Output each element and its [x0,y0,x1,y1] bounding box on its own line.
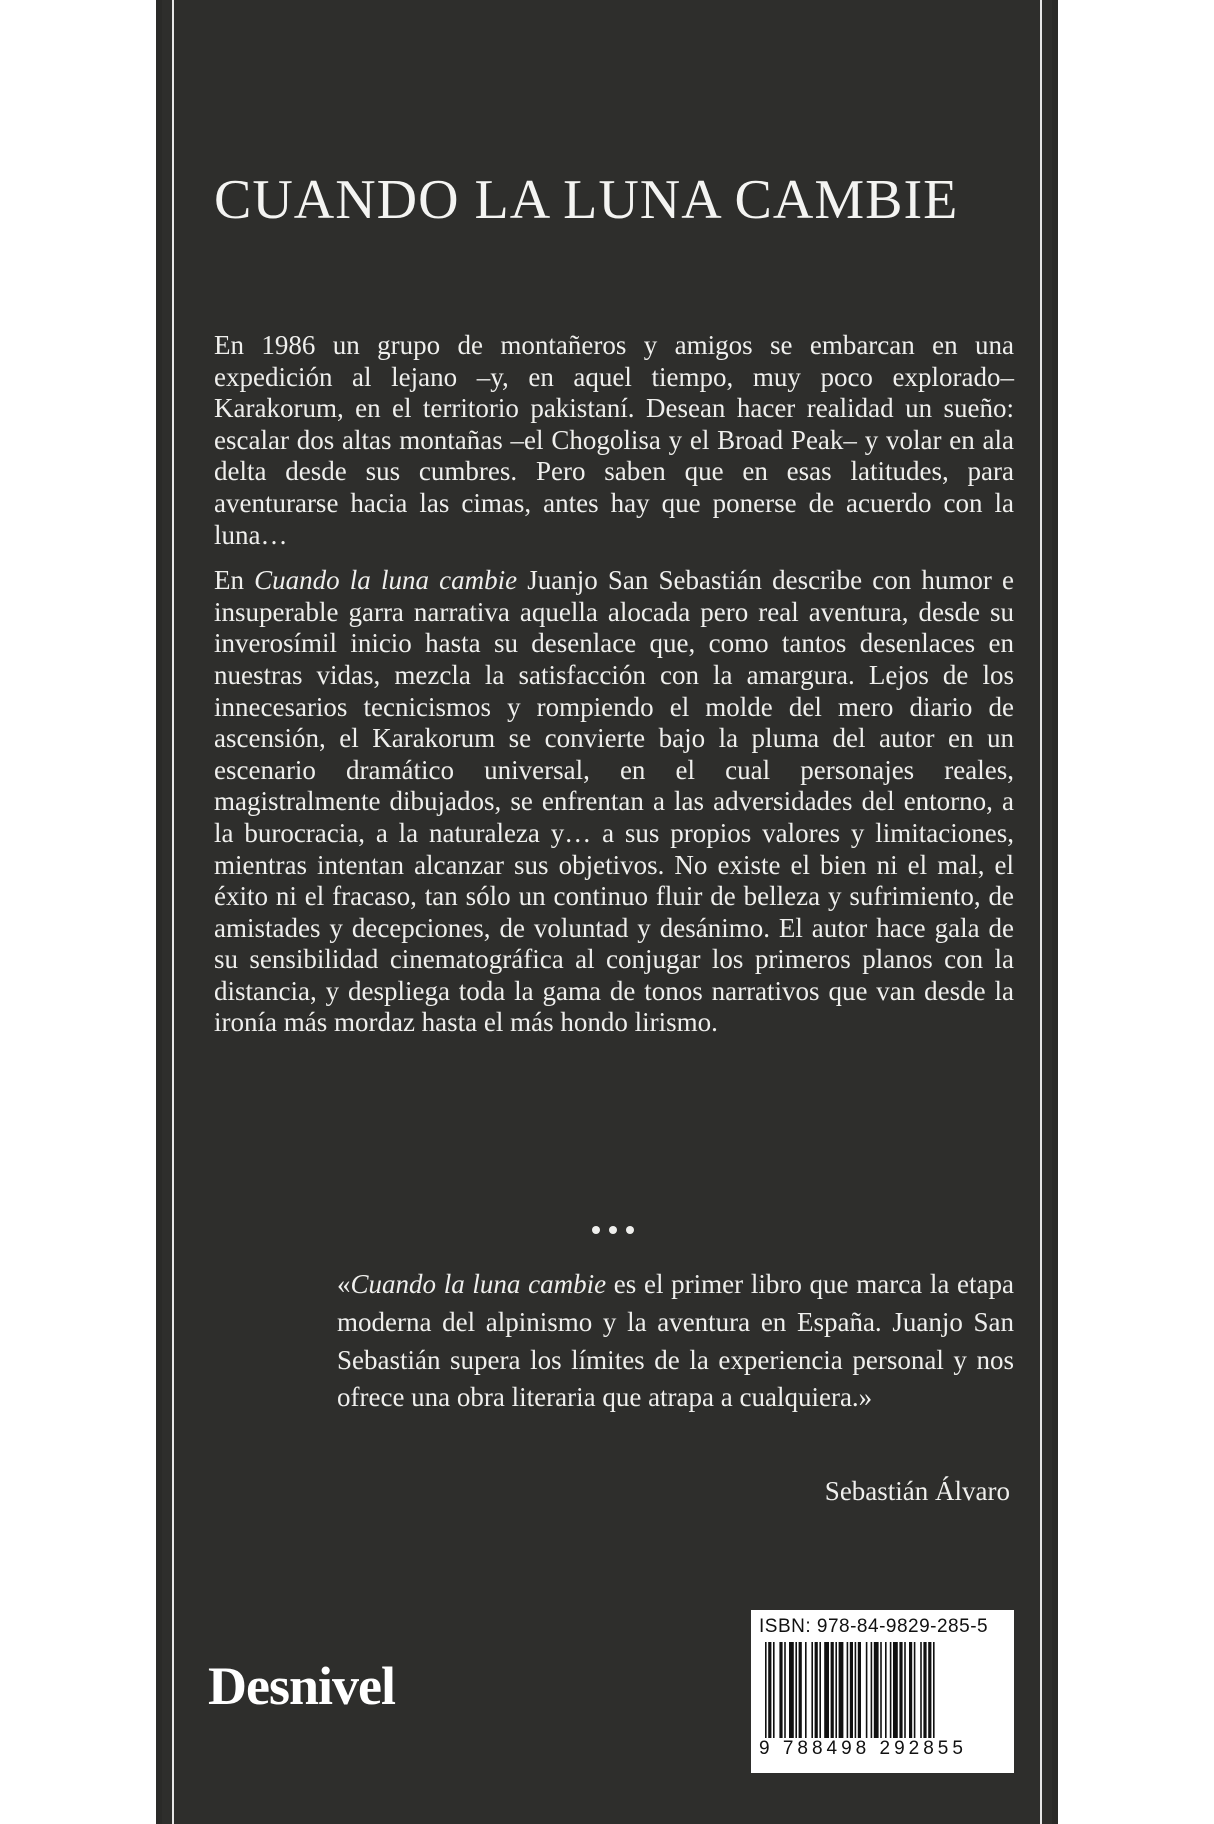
barcode-bar [874,1642,879,1738]
barcode-bar [923,1642,926,1738]
barcode-bar [824,1642,829,1738]
paragraph-2-rest: Juanjo San Sebastián describe con humor e insuperable garra narrativa aquella alocada pero real aventura, desde su inverosímil inicio hasta su desenlace que, como tantos desenlaces en nuestras vidas, mezcla la satisfacción con la amargura. Lejos de los innecesarios tecnicismos y rompiendo el molde del mero diario de ascensión, el Karakorum se convierte bajo la pluma del autor en un escenario dramático universal, en el cual personajes reales, magistralmente dibujados, se enfrentan a las adversidades del entorno, a la burocracia, a la naturaleza y… a sus propios valores y limitaciones, mientras intentan alcanzar sus objetivos. No existe el bien ni el mal, el éxito ni el fracaso, tan sólo un continuo fluir de belleza y sufrimiento, de amistades y decepciones, de voluntad y desánimo. El autor hace gala de su sensibilidad cinematográfica al conjugar los primeros planos con la distancia, y despliega toda la gama de tonos narrativos que van desde la ironía más mordaz hasta el más hondo lirismo. [214,565,1014,1038]
barcode-icon [759,1642,1006,1738]
ean-digits: 9 788498 292855 [759,1738,967,1759]
barcode-bar [914,1642,916,1738]
quote-book-title: Cuando la luna cambie [350,1269,607,1299]
barcode-bar [928,1642,931,1738]
barcode-bar [805,1642,807,1738]
quote-rest: es el primer libro que marca la etapa moderna del alpinismo y la aventura en España. Juanjo San Sebastián supera los límites de la experiencia personal y nos ofrece una obra literaria que atrapa a cualquiera.» [337,1269,1015,1413]
barcode-bar [893,1642,898,1738]
barcode-bar [855,1642,857,1738]
barcode-bar [811,1642,813,1738]
barcode-bar [779,1642,782,1738]
separator-dot [609,1226,617,1234]
barcode-bar [819,1642,821,1738]
quote-attribution: Sebastián Álvaro [824,1476,1010,1506]
barcode-bar [789,1642,794,1738]
barcode-bar [890,1642,892,1738]
barcode-bar [866,1642,868,1738]
isbn-label: ISBN: 978-84-9829-285-5 [759,1616,989,1637]
paragraph-2-book-title: Cuando la luna cambie [254,565,518,596]
barcode-bar [885,1642,887,1738]
barcode-bar [904,1642,906,1738]
barcode-bar [768,1642,771,1738]
right-frame-line [1040,0,1042,1824]
quote-open: « [337,1269,351,1299]
barcode-bar [880,1642,882,1738]
book-title: CUANDO LA LUNA CAMBIE [214,169,959,231]
barcode-bar [835,1642,837,1738]
left-frame-line [172,0,174,1824]
barcode-bar [773,1642,775,1738]
barcode-bar [765,1642,767,1738]
barcode-bar [858,1642,861,1738]
barcode-bar [920,1642,922,1738]
synopsis [214,330,1014,1053]
barcode-bar [839,1642,844,1738]
barcode-bar [899,1642,902,1738]
synopsis-paragraph-2 [214,565,1014,1039]
synopsis-paragraph-1: En 1986 un grupo de montañeros y amigos se embarcan en una expedición al lejano –y, en aquel tiempo, muy poco explorado– Karakorum, en el territorio pakistaní. Desean hacer realidad un sueño: escalar dos altas montañas –el Chogolisa y el Broad Peak– y volar en ala delta desde sus cumbres. Pero saben que en esas latitudes, para aventurarse hacia las cimas, antes hay que ponerse de acuerdo con la luna… [214,330,1014,550]
separator-dot [592,1226,600,1234]
barcode-bar [850,1642,853,1738]
publisher-logo: Desnivel [208,1656,395,1716]
barcode-bar [795,1642,797,1738]
endorsement-quote [337,1266,1014,1417]
barcode-bar [784,1642,786,1738]
barcode-bar [871,1642,873,1738]
barcode-bar [815,1642,818,1738]
barcode-bar [847,1642,849,1738]
section-separator [592,1226,634,1234]
barcode-bar [831,1642,834,1738]
isbn-barcode-block [751,1610,1014,1773]
barcode-bar [933,1642,935,1738]
paragraph-2-lead: En [214,565,255,596]
separator-dot [626,1226,634,1234]
book-back-cover [156,0,1058,1824]
barcode-bar [909,1642,912,1738]
barcode-bar [799,1642,802,1738]
